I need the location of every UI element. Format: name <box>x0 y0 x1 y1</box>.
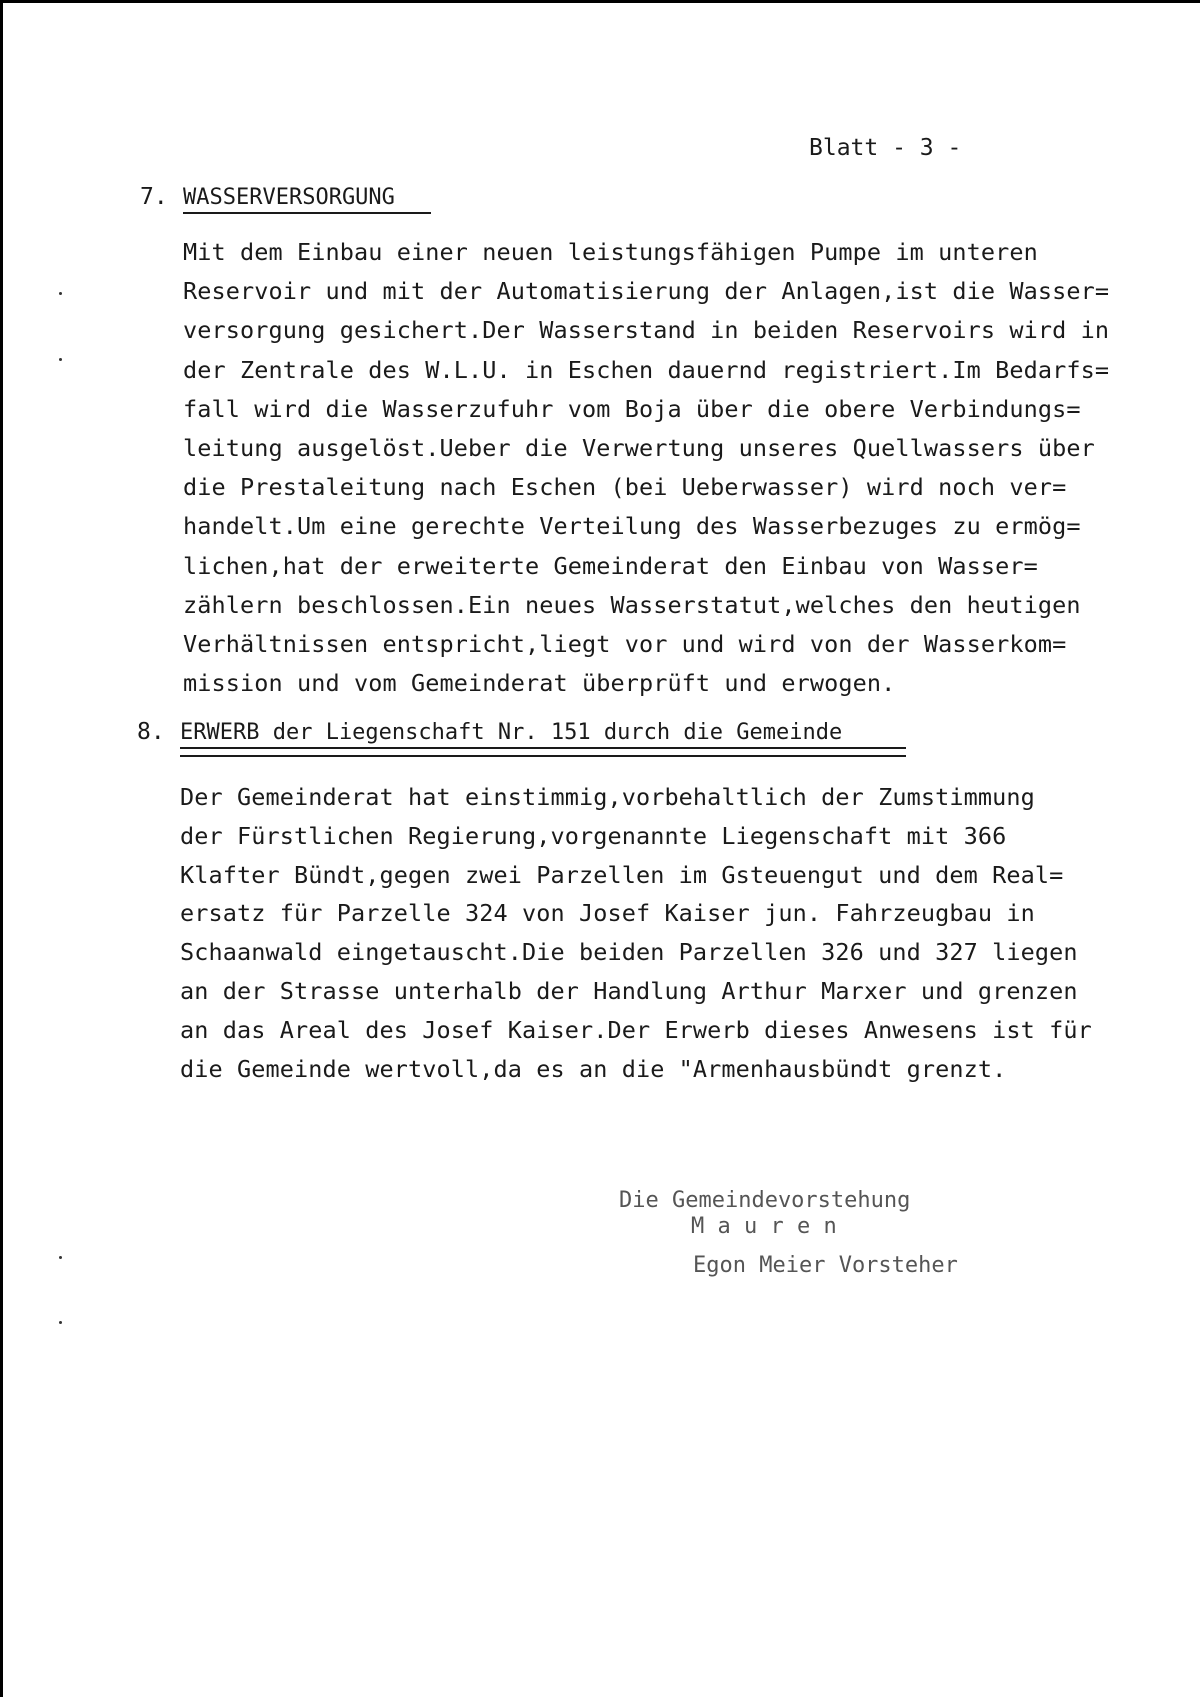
text-line: der Zentrale des W.L.U. in Eschen dauernd registriert.Im Bedarfs= <box>183 355 1110 384</box>
signature-line-1: Die Gemeindevorstehung <box>619 1188 911 1213</box>
text-line: versorgung gesichert.Der Wasserstand in beiden Reservoirs wird in <box>183 316 1110 345</box>
margin-speck <box>59 1321 62 1324</box>
text-line: lichen,hat der erweiterte Gemeinderat den Einbau von Wasser= <box>183 551 1038 580</box>
signature-line-2: M a u r e n <box>691 1214 837 1239</box>
text-line: ersatz für Parzelle 324 von Josef Kaiser jun. Fahrzeugbau in <box>180 899 1035 928</box>
text-line: Reservoir und mit der Automatisierung der Anlagen,ist die Wasser= <box>183 277 1110 306</box>
text-line: an der Strasse unterhalb der Handlung Arthur Marxer und grenzen <box>180 977 1078 1005</box>
text-line: Klafter Bündt,gegen zwei Parzellen im Gsteuengut und dem Real= <box>180 860 1064 889</box>
text-line: Schaanwald eingetauscht.Die beiden Parzellen 326 und 327 liegen <box>180 938 1078 967</box>
text-line: mission und vom Gemeinderat überprüft und erwogen. <box>183 669 896 698</box>
section-8-underline <box>180 747 906 749</box>
text-line: handelt.Um eine gerechte Verteilung des Wasserbezuges zu ermög= <box>183 512 1081 541</box>
text-line: fall wird die Wasserzufuhr vom Boja über die obere Verbindungs= <box>183 394 1081 423</box>
page-number: Blatt - 3 - <box>809 135 962 161</box>
text-line: die Prestaleitung nach Eschen (bei Ueberwasser) wird noch ver= <box>183 473 1067 502</box>
section-8-underline-double <box>180 755 906 757</box>
text-line: die Gemeinde wertvoll,da es an die "Armenhausbündt grenzt. <box>180 1054 1007 1083</box>
section-7-title: WASSERVERSORGUNG <box>183 185 395 210</box>
text-line: Verhältnissen entspricht,liegt vor und wird von der Wasserkom= <box>183 630 1067 658</box>
section-8-number: 8. <box>137 719 165 745</box>
text-line: Der Gemeinderat hat einstimmig,vorbehaltlich der Zumstimmung <box>180 783 1035 811</box>
section-8-title: ERWERB der Liegenschaft Nr. 151 durch die Gemeinde <box>180 720 843 745</box>
margin-speck <box>59 358 62 361</box>
signature-line-3: Egon Meier Vorsteher <box>693 1253 958 1278</box>
margin-speck <box>59 1256 62 1259</box>
text-line: zählern beschlossen.Ein neues Wasserstatut,welches den heutigen <box>183 590 1081 619</box>
section-7-number: 7. <box>140 184 168 210</box>
margin-speck <box>59 292 62 295</box>
text-line: der Fürstlichen Regierung,vorgenannte Liegenschaft mit 366 <box>180 821 1007 850</box>
text-line: an das Areal des Josef Kaiser.Der Erwerb dieses Anwesens ist für <box>180 1015 1092 1044</box>
section-7-underline <box>183 212 431 214</box>
text-line: leitung ausgelöst.Ueber die Verwertung unseres Quellwassers über <box>183 434 1095 462</box>
text-line: Mit dem Einbau einer neuen leistungsfähigen Pumpe im unteren <box>183 238 1038 266</box>
